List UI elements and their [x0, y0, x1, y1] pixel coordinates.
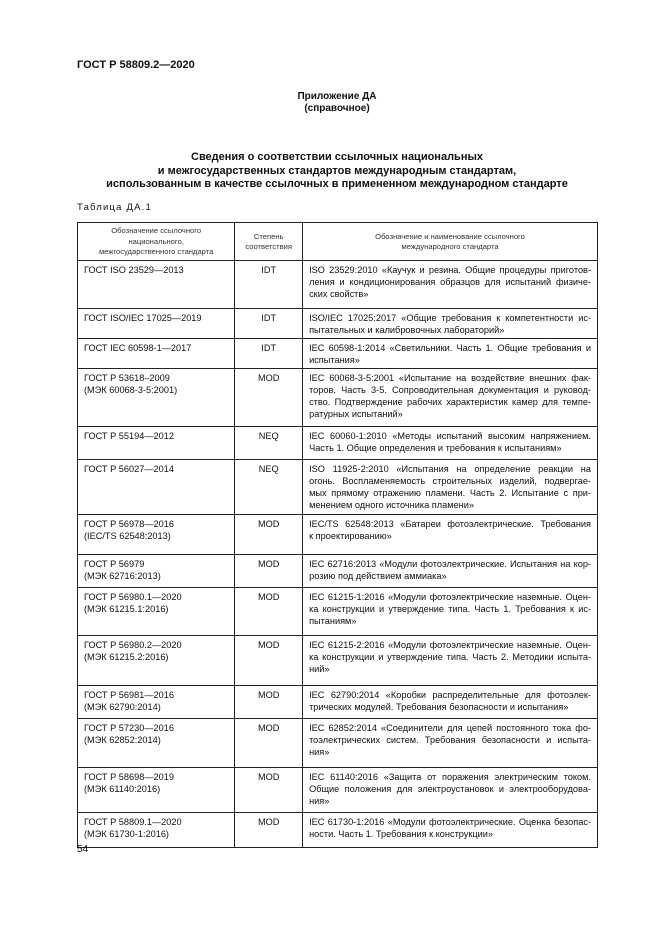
degree-cell: MOD	[235, 813, 303, 848]
national-standard-line: (IEC/TS 62548:2013)	[84, 531, 171, 541]
section-heading	[77, 151, 597, 192]
international-standard-line: трических модулей. Требования безопасности и испытания»	[309, 702, 569, 712]
national-standard-line: ГОСТ ISO 23529—2013	[84, 265, 184, 275]
international-standard-cell	[303, 460, 598, 515]
table-row	[78, 339, 598, 369]
international-standard-line: IEC 60060-1:2010 «Методы испытаний высоким напряжением.	[309, 431, 591, 441]
degree-cell: MOD	[235, 369, 303, 427]
international-standard-line: IEC 61215-1:2016 «Модули фотоэлектрические наземные. Оцен-	[309, 592, 591, 602]
header-line: международного стандарта	[401, 242, 499, 251]
international-standard-line: Часть 1. Общие определения и требования к испытаниям»	[309, 443, 562, 453]
header-line: соответствия	[245, 242, 292, 251]
international-standard-cell	[303, 427, 598, 460]
national-standard-cell	[78, 768, 235, 813]
table-row	[78, 719, 598, 768]
international-standard-cell	[303, 636, 598, 686]
national-standard-cell	[78, 427, 235, 460]
header-line: Обозначение и наименование ссылочного	[375, 231, 525, 241]
international-standard-line: ратурных испытаний»	[309, 409, 403, 419]
degree-cell: MOD	[235, 768, 303, 813]
table-row	[78, 636, 598, 686]
national-standard-line: ГОСТ Р 56981—2016	[84, 690, 174, 700]
national-standard-cell	[78, 261, 235, 309]
heading-line: и межгосударственных стандартов международным стандартам,	[157, 164, 517, 177]
international-standard-line: огонь. Воспламеняемость строительных изделий, подвергае-	[309, 476, 591, 486]
international-standard-cell	[303, 686, 598, 719]
table-row	[78, 309, 598, 339]
table-row	[78, 515, 598, 555]
national-standard-line: (МЭК 62852:2014)	[84, 735, 161, 745]
national-standard-cell	[78, 555, 235, 588]
international-standard-line: IEC 62716:2013 «Модули фотоэлектрические. Испытания на кор-	[309, 559, 591, 569]
table-row	[78, 686, 598, 719]
international-standard-line: ISO 23529:2010 «Каучук и резина. Общие процедуры приготов-	[309, 265, 591, 275]
national-standard-line: (МЭК 61140:2016)	[84, 784, 161, 794]
national-standard-cell	[78, 515, 235, 555]
international-standard-cell	[303, 515, 598, 555]
table-row	[78, 768, 598, 813]
international-standard-line: ка конструкции и утверждение типа. Часть 2. Методики испыта-	[309, 652, 591, 662]
national-standard-line: ГОСТ Р 56027—2014	[84, 464, 174, 474]
international-standard-line: IEC 60598-1:2014 «Светильники. Часть 1. Общие требования и	[309, 343, 591, 353]
national-standard-line: (МЭК 61215.1:2016)	[84, 604, 169, 614]
header-line: межгосударственного стандарта	[98, 247, 214, 257]
international-standard-line: IEC 61215-2:2016 «Модули фотоэлектрические наземные. Оцен-	[309, 640, 591, 650]
table-row	[78, 588, 598, 636]
degree-cell: MOD	[235, 636, 303, 686]
international-standard-line: Общие положения для электроустановок и электрооборудова-	[309, 784, 591, 794]
international-standard-line: ISO/IEC 17025:2017 «Общие требования к компетентности ис-	[309, 313, 591, 323]
national-standard-cell	[78, 588, 235, 636]
degree-cell: MOD	[235, 719, 303, 768]
international-standard-line: ка конструкции и утверждение типа. Часть 1. Требования к ис-	[309, 604, 591, 614]
degree-cell: MOD	[235, 515, 303, 555]
national-standard-line: ГОСТ Р 58698—2019	[84, 772, 174, 782]
international-standard-cell	[303, 309, 598, 339]
national-standard-line: ГОСТ Р 53618–2009	[84, 373, 170, 383]
international-standard-line: ния»	[309, 796, 330, 806]
international-standard-line: IEC 60068-3-5:2001 «Испытание на воздействие внешних фак-	[309, 373, 591, 383]
international-standard-line: ния»	[309, 747, 330, 757]
international-standard-cell	[303, 768, 598, 813]
national-standard-cell	[78, 813, 235, 848]
national-standard-line: ГОСТ Р 56979	[84, 559, 145, 569]
national-standard-line: ГОСТ Р 56980.1—2020	[84, 592, 182, 602]
degree-cell: IDT	[235, 261, 303, 309]
international-standard-line: IEC 61730-1:2016 «Модули фотоэлектрические. Оценка безопас-	[309, 817, 591, 827]
header-international-standard	[303, 223, 598, 261]
international-standard-line: IEC 62852:2014 «Соединители для цепей постоянного тока фо-	[309, 723, 591, 733]
international-standard-line: мых прямому отражению пламени. Часть 2. Испытание с при-	[309, 488, 591, 498]
international-standard-line: IEC/TS 62548:2013 «Батареи фотоэлектрические. Требования	[309, 519, 591, 529]
degree-cell: NEQ	[235, 460, 303, 515]
correspondence-table	[77, 222, 598, 848]
international-standard-line: ления и кондиционирования образцов для испытаний физиче-	[309, 277, 591, 287]
national-standard-line: ГОСТ Р 55194—2012	[84, 431, 174, 441]
national-standard-line: (МЭК 62790:2014)	[84, 702, 161, 712]
national-standard-cell	[78, 719, 235, 768]
table-header-row	[78, 223, 598, 261]
degree-cell: MOD	[235, 555, 303, 588]
page-number: 54	[77, 844, 89, 855]
national-standard-cell	[78, 309, 235, 339]
national-standard-line: ГОСТ ISO/IEC 17025—2019	[84, 313, 202, 323]
appendix-type: (справочное)	[304, 103, 370, 114]
international-standard-line: розию под действием аммиака»	[309, 571, 447, 581]
table-row	[78, 261, 598, 309]
header-degree	[235, 223, 303, 261]
national-standard-line: ГОСТ Р 58809.1—2020	[84, 817, 182, 827]
header-line: Обозначение ссылочного	[111, 226, 202, 236]
heading-line: Сведения о соответствии ссылочных национальных	[191, 151, 483, 163]
international-standard-line: испытания»	[309, 355, 360, 365]
header-line: Степень	[253, 231, 284, 241]
international-standard-line: к проектированию»	[309, 531, 392, 541]
national-standard-cell	[78, 686, 235, 719]
international-standard-line: пытаниям»	[309, 616, 357, 626]
international-standard-cell	[303, 588, 598, 636]
international-standard-cell	[303, 555, 598, 588]
table-row	[78, 427, 598, 460]
international-standard-line: тоэлектрических систем. Требования безопасности и испыта-	[309, 735, 591, 745]
appendix-name: Приложение ДА	[297, 91, 377, 102]
national-standard-cell	[78, 636, 235, 686]
header-line: национального,	[128, 236, 184, 246]
international-standard-line: ство. Подтверждение рабочих характеристик камер для темпе-	[309, 397, 591, 407]
table-row	[78, 460, 598, 515]
national-standard-line: ГОСТ Р 56980.2—2020	[84, 640, 182, 650]
international-standard-cell	[303, 719, 598, 768]
header-national-standard	[78, 223, 235, 261]
degree-cell: MOD	[235, 686, 303, 719]
table-row	[78, 555, 598, 588]
table-row	[78, 813, 598, 848]
appendix-title	[77, 91, 597, 115]
degree-cell: IDT	[235, 339, 303, 369]
international-standard-line: менением одного источника пламени»	[309, 500, 474, 510]
international-standard-cell	[303, 813, 598, 848]
national-standard-line: (МЭК 62716:2013)	[84, 571, 161, 581]
table-row	[78, 369, 598, 427]
national-standard-cell	[78, 460, 235, 515]
national-standard-cell	[78, 339, 235, 369]
table-label: Таблица ДА.1	[77, 202, 152, 213]
degree-cell: IDT	[235, 309, 303, 339]
national-standard-cell	[78, 369, 235, 427]
national-standard-line: (МЭК 60068-3-5:2001)	[84, 385, 178, 395]
international-standard-cell	[303, 261, 598, 309]
document-code: ГОСТ Р 58809.2—2020	[77, 59, 195, 71]
national-standard-line: ГОСТ Р 57230—2016	[84, 723, 174, 733]
national-standard-line: (МЭК 61730-1:2016)	[84, 829, 169, 839]
international-standard-line: торов. Часть 3-5. Сопроводительная документация и руковод-	[309, 385, 591, 395]
national-standard-line: ГОСТ IEC 60598-1—2017	[84, 343, 192, 353]
international-standard-cell	[303, 369, 598, 427]
international-standard-cell	[303, 339, 598, 369]
international-standard-line: IEC 61140:2016 «Защита от поражения электрическим током.	[309, 772, 591, 782]
national-standard-line: (МЭК 61215.2:2016)	[84, 652, 169, 662]
degree-cell: MOD	[235, 588, 303, 636]
international-standard-line: пытательных и калибровочных лабораторий»	[309, 325, 505, 335]
heading-line: использованным в качестве ссылочных в примененном международном стандарте	[106, 178, 568, 190]
international-standard-line: ний»	[309, 664, 330, 674]
degree-cell: NEQ	[235, 427, 303, 460]
international-standard-line: ISO 11925-2:2010 «Испытания на определение реакции на	[309, 464, 591, 474]
international-standard-line: ности. Часть 1. Требования к конструкции»	[309, 829, 494, 839]
international-standard-line: IEC 62790:2014 «Коробки распределительные для фотоэлек-	[309, 690, 591, 700]
national-standard-line: ГОСТ Р 56978—2016	[84, 519, 174, 529]
international-standard-line: ских свойств»	[309, 289, 369, 299]
